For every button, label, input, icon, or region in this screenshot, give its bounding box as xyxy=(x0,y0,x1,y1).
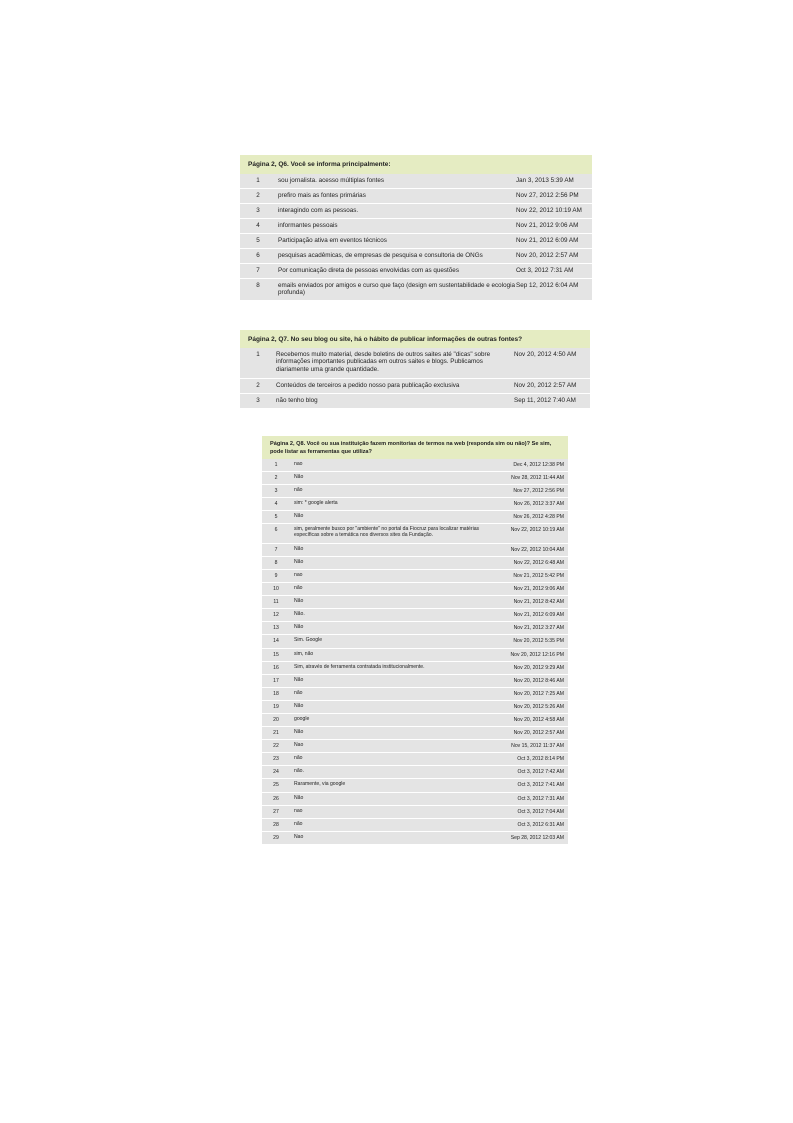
response-date: Nov 20, 2012 9:29 AM xyxy=(513,664,564,671)
response-date: Oct 3, 2012 6:31 AM xyxy=(517,821,564,828)
table-row xyxy=(240,189,592,204)
response-text: google xyxy=(294,715,310,722)
response-date: Nov 20, 2012 5:26 AM xyxy=(513,703,564,710)
response-date: Nov 15, 2012 11:37 AM xyxy=(511,743,564,750)
response-text: Não xyxy=(294,545,304,552)
table-row xyxy=(262,793,568,806)
response-date: Nov 21, 2012 8:42 AM xyxy=(513,599,564,606)
response-date: Dec 4, 2012 12:38 PM xyxy=(513,462,564,468)
table-row xyxy=(262,832,568,845)
response-text: sim, geralmente busco por "ambiente" no portal da Fiocruz para localizar matérias específicas sobre a temática nos diversos sites da Fundação. xyxy=(294,526,480,539)
response-text: Recebemos muito material, desde boletins de outros saites até "dicas" sobre informações importantes publicadas em outros saites e blogs. Publicamos diariamente uma grande quantidade. xyxy=(276,351,491,373)
table-row xyxy=(262,779,568,792)
response-date: Nov 21, 2012 6:09 AM xyxy=(516,237,579,244)
response-text: prefiro mais as fontes primárias xyxy=(278,192,366,199)
response-date: Nov 28, 2012 11:44 AM xyxy=(511,475,564,482)
response-date: Nov 20, 2012 8:46 AM xyxy=(513,677,564,684)
row-number: 6 xyxy=(274,527,278,534)
row-number: 8 xyxy=(256,282,260,289)
row-number: 29 xyxy=(273,834,279,841)
table-row xyxy=(262,675,568,688)
row-number: 2 xyxy=(274,475,278,482)
response-text: Nao xyxy=(294,742,304,749)
row-number: 24 xyxy=(273,769,279,776)
row-number: 10 xyxy=(273,586,279,593)
response-text: sim: * google alerta xyxy=(294,500,338,507)
table-row xyxy=(240,234,592,249)
response-date: Nov 21, 2012 9:06 AM xyxy=(516,222,579,229)
row-number: 26 xyxy=(273,795,279,802)
table-row xyxy=(240,264,592,279)
row-number: 3 xyxy=(256,207,260,214)
question-7-table xyxy=(240,330,590,409)
response-date: Nov 20, 2012 5:35 PM xyxy=(513,638,564,645)
response-text: não xyxy=(294,755,303,762)
row-number: 13 xyxy=(273,625,279,632)
response-date: Nov 22, 2012 10:19 AM xyxy=(516,207,582,214)
response-text: Conteúdos de terceiros a pedido nosso para publicação exclusiva xyxy=(276,382,460,389)
response-date: Nov 27, 2012 2:56 PM xyxy=(516,192,579,199)
row-number: 5 xyxy=(256,237,260,244)
row-number: 14 xyxy=(273,638,279,645)
response-text: Não xyxy=(294,794,304,801)
table-row xyxy=(262,472,568,485)
row-number: 16 xyxy=(273,664,279,671)
response-text: Participação ativa em eventos técnicos xyxy=(278,237,387,244)
table-row xyxy=(240,174,592,189)
row-number: 22 xyxy=(273,743,279,750)
row-number: 25 xyxy=(273,782,279,789)
response-date: Nov 21, 2012 3:27 AM xyxy=(513,625,564,632)
response-text: Não xyxy=(294,474,304,481)
response-date: Sep 12, 2012 6:04 AM xyxy=(516,282,579,289)
table-row xyxy=(262,701,568,714)
table-row xyxy=(262,727,568,740)
table-row xyxy=(262,753,568,766)
question-8-title: Página 2, Q8. Você ou sua instituição fazem monitorias de termos na web (responda sim ou não)? Se sim, pode listar as ferramentas que utiliza? xyxy=(262,436,568,459)
question-8-table xyxy=(262,436,568,845)
row-number: 11 xyxy=(273,599,279,606)
table-row xyxy=(262,622,568,635)
row-number: 18 xyxy=(273,690,279,697)
row-number: 3 xyxy=(256,397,260,404)
response-text: Não xyxy=(294,513,304,520)
row-number: 19 xyxy=(273,703,279,710)
row-number: 4 xyxy=(256,222,260,229)
response-text: informantes pessoais xyxy=(278,222,338,229)
response-text: sou jornalista. acesso múltiplas fontes xyxy=(278,177,385,184)
response-date: Oct 3, 2012 7:42 AM xyxy=(517,769,564,776)
response-date: Oct 3, 2012 8:14 PM xyxy=(517,756,564,763)
row-number: 4 xyxy=(274,501,278,508)
row-number: 12 xyxy=(273,612,279,619)
row-number: 15 xyxy=(273,651,279,658)
table-row xyxy=(262,740,568,753)
table-row xyxy=(262,570,568,583)
response-date: Oct 3, 2012 7:31 AM xyxy=(516,267,574,274)
table-row xyxy=(240,348,590,379)
row-number: 9 xyxy=(274,572,278,579)
response-date: Nov 22, 2012 10:19 AM xyxy=(510,527,564,534)
question-6-title: Página 2, Q6. Você se informa principalmente: xyxy=(240,155,592,174)
response-date: Oct 3, 2012 7:04 AM xyxy=(517,808,564,815)
table-row xyxy=(262,583,568,596)
response-text: nao xyxy=(294,461,303,467)
table-row xyxy=(262,649,568,662)
response-text: Não xyxy=(294,729,304,736)
row-number: 21 xyxy=(273,730,279,737)
row-number: 6 xyxy=(256,252,260,259)
response-date: Nov 26, 2012 3:37 AM xyxy=(513,501,564,508)
response-date: Nov 21, 2012 9:06 AM xyxy=(513,586,564,593)
table-row xyxy=(262,524,568,543)
row-number: 17 xyxy=(273,677,279,684)
response-text: não xyxy=(294,820,303,827)
table-row xyxy=(262,557,568,570)
response-date: Sep 11, 2012 7:40 AM xyxy=(514,397,576,404)
table-row xyxy=(240,394,590,409)
response-text: não tenho blog xyxy=(276,397,318,404)
response-text: Raramente, via google xyxy=(294,781,346,788)
response-text: não. xyxy=(294,768,304,775)
response-text: Não xyxy=(294,598,304,605)
response-date: Nov 20, 2012 4:50 AM xyxy=(514,351,577,358)
response-text: Não. xyxy=(294,611,305,618)
response-text: nao xyxy=(294,571,303,578)
row-number: 27 xyxy=(273,808,279,815)
response-text: Por comunicação direta de pessoas envolvidas com as questões xyxy=(278,267,459,274)
response-date: Sep 28, 2012 12:03 AM xyxy=(510,834,564,841)
response-text: Não xyxy=(294,676,304,683)
table-row xyxy=(240,204,592,219)
question-6-table xyxy=(240,155,592,301)
response-text: Não xyxy=(294,558,304,565)
row-number: 7 xyxy=(274,546,278,553)
response-text: pesquisas acadêmicas, de empresas de pesquisa e consultoria de ONGs xyxy=(278,252,483,259)
row-number: 1 xyxy=(274,462,278,468)
response-text: emails enviados por amigos e curso que faço (design em sustentabilidade e ecologia profunda) xyxy=(278,282,515,297)
table-row xyxy=(262,459,568,472)
row-number: 2 xyxy=(256,192,260,199)
row-number: 8 xyxy=(274,559,278,566)
table-row xyxy=(262,635,568,648)
row-number: 1 xyxy=(256,177,260,184)
row-number: 20 xyxy=(273,716,279,723)
table-row xyxy=(240,249,592,264)
table-row xyxy=(262,766,568,779)
response-date: Nov 26, 2012 4:28 PM xyxy=(513,514,564,521)
response-text: não xyxy=(294,585,303,592)
table-row xyxy=(262,544,568,557)
response-date: Nov 20, 2012 4:58 AM xyxy=(513,716,564,723)
table-row xyxy=(262,714,568,727)
response-text: Sim. Google xyxy=(294,637,323,644)
response-date: Nov 20, 2012 2:57 AM xyxy=(513,730,564,737)
row-number: 5 xyxy=(274,514,278,521)
table-row xyxy=(240,219,592,234)
row-number: 28 xyxy=(273,821,279,828)
response-date: Nov 22, 2012 10:04 AM xyxy=(510,546,564,553)
response-date: Nov 20, 2012 12:16 PM xyxy=(510,651,564,658)
table-row xyxy=(240,379,590,394)
row-number: 2 xyxy=(256,382,260,389)
table-row xyxy=(262,511,568,524)
response-date: Nov 22, 2012 6:48 AM xyxy=(513,559,564,566)
response-text: interagindo com as pessoas. xyxy=(278,207,359,214)
table-row xyxy=(262,609,568,622)
response-date: Nov 27, 2012 2:56 PM xyxy=(513,488,564,495)
table-row xyxy=(262,498,568,511)
table-row xyxy=(262,819,568,832)
response-text: nao xyxy=(294,807,303,814)
response-date: Jan 3, 2013 5:39 AM xyxy=(516,177,574,184)
table-row xyxy=(262,596,568,609)
response-date: Oct 3, 2012 7:41 AM xyxy=(517,782,564,789)
table-row xyxy=(262,806,568,819)
response-date: Nov 21, 2012 6:09 AM xyxy=(513,612,564,619)
response-date: Nov 21, 2012 5:42 PM xyxy=(513,572,564,579)
row-number: 3 xyxy=(274,488,278,495)
table-row xyxy=(262,688,568,701)
response-text: sim, não xyxy=(294,650,314,657)
response-text: não xyxy=(294,689,303,696)
question-7-title: Página 2, Q7. No seu blog ou site, há o hábito de publicar informações de outras fontes? xyxy=(240,330,590,348)
table-row xyxy=(262,662,568,675)
table-row xyxy=(240,279,592,301)
row-number: 7 xyxy=(256,267,260,274)
row-number: 1 xyxy=(256,351,260,358)
response-text: Sim, através de ferramenta contratada institucionalmente. xyxy=(294,663,425,670)
response-text: não xyxy=(294,487,303,494)
response-text: Não xyxy=(294,624,304,631)
response-text: Nao xyxy=(294,833,304,840)
response-date: Oct 3, 2012 7:31 AM xyxy=(517,795,564,802)
row-number: 23 xyxy=(273,756,279,763)
table-row xyxy=(262,485,568,498)
response-date: Nov 20, 2012 7:25 AM xyxy=(513,690,564,697)
response-date: Nov 20, 2012 2:57 AM xyxy=(516,252,579,259)
response-date: Nov 20, 2012 2:57 AM xyxy=(514,382,577,389)
response-text: Não xyxy=(294,702,304,709)
